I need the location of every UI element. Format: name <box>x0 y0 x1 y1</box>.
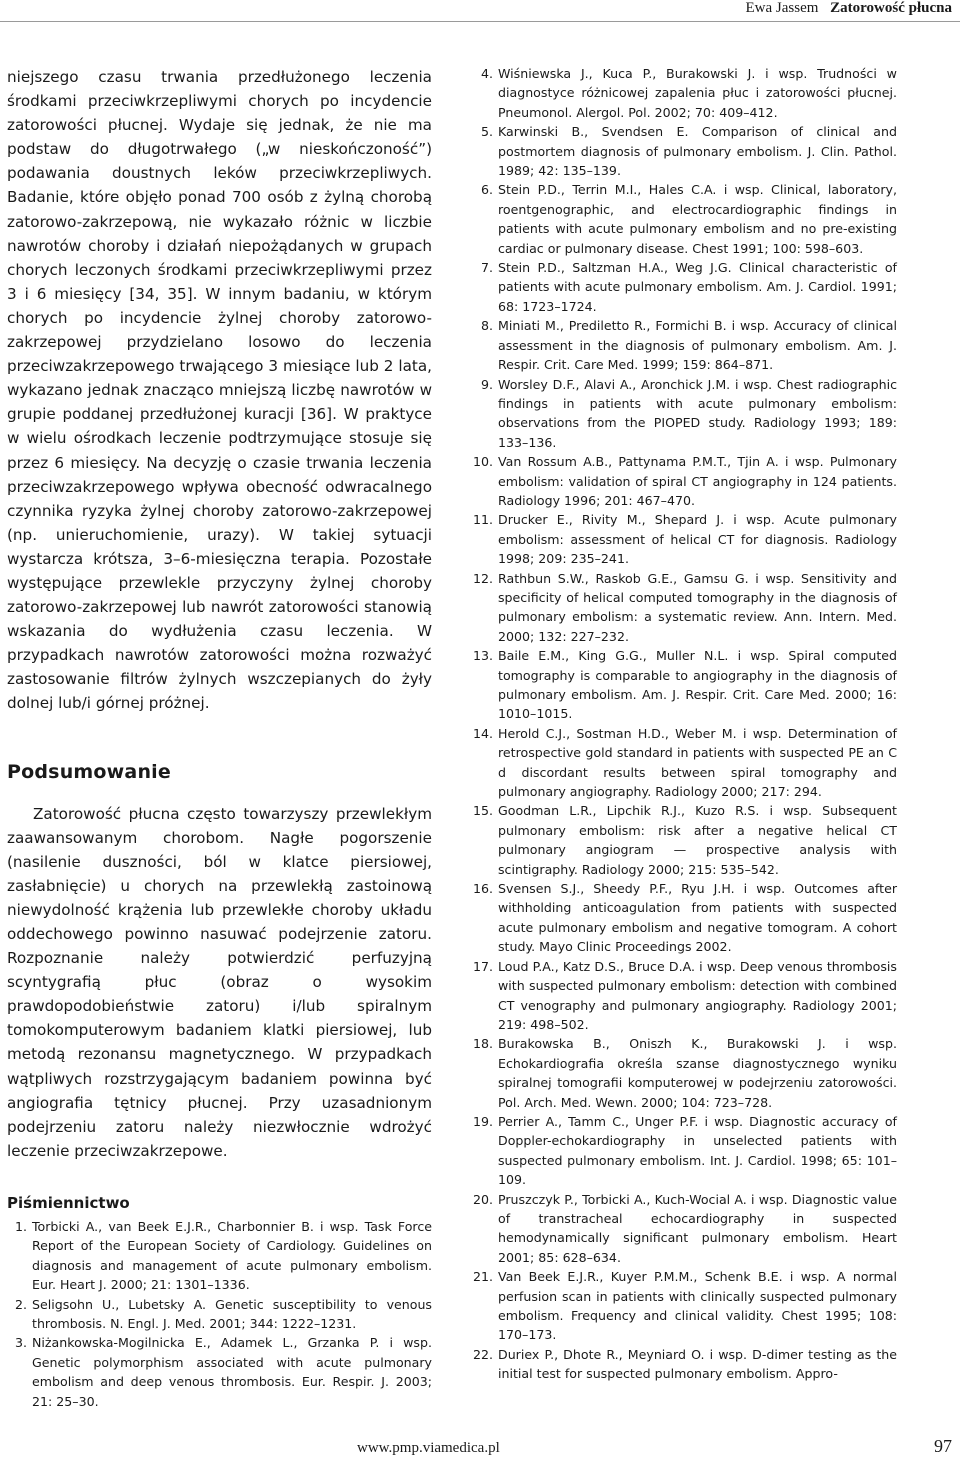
reference-item: 7. Stein P.D., Saltzman H.A., Weg J.G. Clinical characteristic of patients with acute pulmonary embolism. Am. J. Cardiol. 1991; 68: 1723–1724. <box>480 260 897 314</box>
reference-item: 10. Van Rossum A.B., Pattynama P.M.T., Tjin A. i wsp. Pulmonary embolism: validation of spiral CT angiography in 124 patients. Radiology 1996; 201: 467–470. <box>472 454 897 508</box>
reference-item: 6. Stein P.D., Terrin M.I., Hales C.A. i wsp. Clinical, laboratory, roentgenographic, and electrocardiographic findings in patients with acute pulmonary embolism and no pre-existing cardiac or pulmonary disease. Chest 1991; 100: 598–603. <box>480 182 897 256</box>
reference-item: 19. Perrier A., Tamm C., Unger P.F. i wsp. Diagnostic accuracy of Doppler-echokardiography in unselected patients with suspected pulmonary embolism. Int. J. Cardiol. 1998; 65: 101–109. <box>472 1113 897 1188</box>
running-header <box>746 0 952 18</box>
reference-item: 3. Niżankowska-Mogilnicka E., Adamek L., Grzanka P. i wsp. Genetic polymorphism associated with acute pulmonary embolism and deep venous thrombosis. Eur. Respir. J. 2003; 21: 25–30. <box>14 1335 432 1409</box>
reference-item: 2. Seligsohn U., Lubetsky A. Genetic susceptibility to venous thrombosis. N. Engl. J. Med. 2001; 344: 1222–1231. <box>14 1296 432 1331</box>
section-heading-summary: Podsumowanie <box>7 760 171 783</box>
reference-item: 8. Miniati M., Prediletto R., Formichi B. i wsp. Accuracy of clinical assessment in the diagnosis of pulmonary embolism. Am. J. Respir. Crit. Care Med. 1999; 159: 864–871. <box>480 318 897 373</box>
references-list-left <box>7 1217 432 1411</box>
reference-item: 20. Pruszczyk P., Torbicki A., Kuch-Wocial A. i wsp. Diagnostic value of transtracheal echocardiography in suspected hemodynamically significant pulmonary embolism. Heart 2001; 85: 628–634. <box>472 1191 897 1265</box>
header-divider <box>0 21 960 22</box>
reference-item: 16. Svensen S.J., Sheedy P.F., Ryu J.H. i wsp. Outcomes after withholding anticoagulation from patients with suspected acute pulmonary embolism and negative tomogram. A cohort study. Mayo Clinic Proceedings 2002. <box>472 881 897 955</box>
left-column <box>7 65 432 1411</box>
reference-item: 15. Goodman L.R., Lipchik R.J., Kuzo R.S. i wsp. Subsequent pulmonary embolism: risk after a negative helical CT pulmonary angiogram — prospective analysis with scintigraphy. Radiology 2000; 215: 535–542. <box>472 803 897 877</box>
header-title: Zatorowość płucna <box>830 0 952 16</box>
reference-item: 14. Herold C.J., Sostman H.D., Weber M. i wsp. Determination of retrospective gold standard in patients with suspected PE an C d discordant results between spiral tomography and pulmonary angiography. Radiology 2000; 217: 294. <box>472 725 897 800</box>
body-text <box>7 65 432 716</box>
reference-item: 18. Burakowska B., Oniszh K., Burakowski J. i wsp. Echokardiografia określa szanse diagnostycznego wyniku spiralnej tomografii komputerowej w podejrzeniu zatorowości. Pol. Arch. Med. Wewn. 2000; 104: 723–728. <box>472 1036 897 1110</box>
reference-item: 22. Duriex P., Dhote R., Meyniard O. i wsp. D-dimer testing as the initial test for suspected pulmonary embolism. Appro- <box>472 1346 897 1382</box>
reference-item: 4. Wiśniewska J., Kuca P., Burakowski J. i wsp. Trudności w diagnostyce różnicowej zapalenia płuc i zatorowości płucnej. Pneumonol. Alergol. Pol. 2002; 70: 409–412. <box>480 66 897 120</box>
reference-item: 12. Rathbun S.W., Raskob G.E., Gamsu G. i wsp. Sensitivity and specificity of helical computed tomography in the diagnosis of pulmonary embolism: a systematic review. Ann. Intern. Med. 2000; 132: 227–232. <box>472 570 897 644</box>
summary-paragraph: Zatorowość płucna często towarzyszy przewlekłym zaawansowanym chorobom. Nagłe pogorszenie (nasilenie duszności, ból w klatce piersiowej, zasłabnięcie) u chorych na przewlekłą zastoinową niewydolność krążenia lub przewlekłe choroby układu oddechowego powinno nasuwać podejrzenie zatoru. Rozpoznanie należy potwierdzić perfuzyjną scyntygrafią płuc (obraz o wysokim prawdopodobieństwie zatoru) i/lub spiralnym tomokomputerowym badaniem klatki piersiowej, lub metodą rezonansu magnetycznego. W przypadkach wątpliwych rozstrzygającym badaniem powinna być angiografia tętnicy płucnej. Przy uzasadnionym podejrzeniu zatoru należy niezwłocznie wdrożyć leczenie przeciwzakrzepowe. <box>7 804 432 1160</box>
reference-item: 1. Torbicki A., van Beek E.J.R., Charbonnier B. i wsp. Task Force Report of the European Society of Cardiology. Guidelines on diagnosis and management of acute pulmonary embolism. Eur. Heart J. 2000; 21: 1301–1336. <box>14 1218 432 1293</box>
reference-item: 5. Karwinski B., Svendsen E. Comparison of clinical and postmortem diagnosis of pulmonary embolism. J. Clin. Pathol. 1989; 42: 135–139. <box>480 124 897 179</box>
footer-url: www.pmp.viamedica.pl <box>357 1440 500 1456</box>
reference-item: 11. Drucker E., Rivity M., Shepard J. i wsp. Acute pulmonary embolism: assessment of helical CT for diagnosis. Radiology 1998; 209: 235–241. <box>472 512 897 567</box>
header-author: Ewa Jassem <box>745 0 819 16</box>
references-list-right <box>471 64 897 1384</box>
body-paragraph: niejszego czasu trwania przedłużonego leczenia środkami przeciwkrzepliwymi chorych po incydencie zatorowości płucnej. Wydaje się jednak, że nie ma podstaw do długotrwałego („w nieskończoność”) podawania doustnych leków przeciwkrzepliwych. Badanie, które objęło ponad 700 osób z żylną chorobą zatorowo-zakrzepową, nie wykazało różnic w liczbie nawrotów choroby i działań niepożądanych w grupach chorych leczonych środkami przeciwkrzepliwymi przez 3 i 6 miesięcy [34, 35]. W innym badaniu, w którym chorych po incydencie żylnej choroby zatorowo-zakrzepowej przydzielano losowo do leczenia przeciwzakrzepowego trwającego 3 miesiące lub 2 lata, wykazano jednak znacząco mniejszą liczbę nawrotów w grupie poddanej przedłużonej kuracji [36]. W praktyce w wielu ośrodkach leczenie podtrzymujące stosuje się przez 6 miesięcy. Na decyzję o czasie trwania leczenia przeciwzakrzepowego wpływa obecność odwracalnego czynnika ryzyka żylnej choroby zatorowo-zakrzepowej (np. unieruchomienie, urazy). W takiej sytuacji wystarcza krótsza, 3–6-miesięczna terapia. Pozostałe występujące przewlekle przyczyny żylnej choroby zatorowo-zakrzepowej lub nawrót zatorowości stanowią wskazania do wydłużenia czasu leczenia. W przypadkach nawrotów zatorowości można rozważyć zastosowanie filtrów żylnych wszczepianych do żyły dolnej lub/i górnej próżnej. <box>7 68 432 713</box>
reference-item: 21. Van Beek E.J.R., Kuyer P.M.M., Schenk B.E. i wsp. A normal perfusion scan in patients with clinically suspected pulmonary embolism. Frequency and clinical validity. Chest 1995; 108: 170–173. <box>472 1269 897 1343</box>
reference-item: 13. Baile E.M., King G.G., Muller N.L. i wsp. Spiral computed tomography is comparable to angiography in the diagnosis of pulmonary embolism. Am. J. Respir. Crit. Care Med. 2000; 16: 1010–1015. <box>472 648 897 722</box>
page-number: 97 <box>934 1436 952 1456</box>
references-heading: Piśmiennictwo <box>7 1193 130 1212</box>
right-column <box>471 64 897 1384</box>
summary-text <box>7 802 432 1163</box>
reference-item: 9. Worsley D.F., Alavi A., Aronchick J.M. i wsp. Chest radiographic findings in patients with acute pulmonary embolism: observations from the PIOPED study. Radiology 1993; 189: 133–136. <box>480 376 897 450</box>
reference-item: 17. Loud P.A., Katz D.S., Bruce D.A. i wsp. Deep venous thrombosis with suspected pulmonary embolism: detection with combined CT venography and pulmonary angiography. Radiology 2001; 219: 498–502. <box>472 958 897 1032</box>
